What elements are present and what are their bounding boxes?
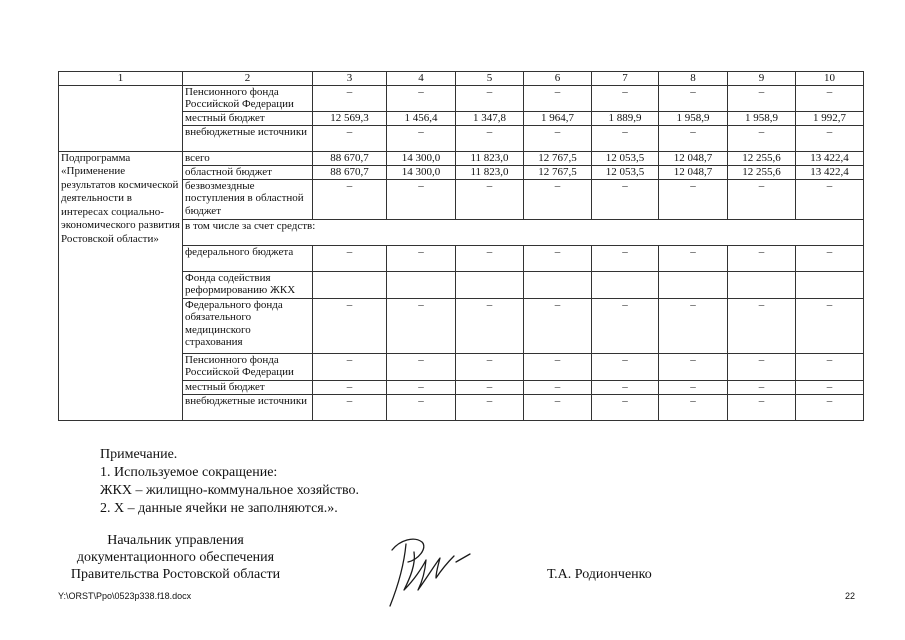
signatory-title-line-1: Начальник управления [107,533,244,548]
value-cell: 12 767,5 [524,165,592,179]
value-cell: – [796,353,864,380]
header-cell: 2 [183,72,313,86]
value-cell: – [592,125,659,151]
value-cell: – [659,125,728,151]
notes-block [100,446,359,518]
table-row [59,151,864,165]
value-cell: – [728,125,796,151]
value-cell: – [592,85,659,111]
value-cell: 12 255,6 [728,165,796,179]
budget-table [58,71,864,421]
value-cell: – [313,179,387,219]
value-cell: – [524,353,592,380]
value-cell: 88 670,7 [313,165,387,179]
value-cell: – [728,179,796,219]
row-label: всего [183,151,313,165]
value-cell: – [728,380,796,394]
notes-line-3: 2. Х – данные ячейки не заполняются.». [100,501,338,516]
notes-title: Примечание. [100,447,178,462]
value-cell: – [592,353,659,380]
notes-line-2: ЖКХ – жилищно-коммунальное хозяйство. [100,483,359,498]
value-cell [796,271,864,298]
header-cell: 3 [313,72,387,86]
value-cell: 14 300,0 [387,151,456,165]
value-cell [592,271,659,298]
value-cell: – [387,245,456,271]
header-cell: 7 [592,72,659,86]
value-cell [313,271,387,298]
value-cell: 1 456,4 [387,111,456,125]
subprogram-name: Подпрограмма «Применение результатов космической деятельности в интересах социально-экономического развития Ростовской области» [59,151,183,420]
value-cell: – [659,298,728,353]
value-cell: – [728,394,796,420]
value-cell: 1 964,7 [524,111,592,125]
value-cell: – [796,298,864,353]
value-cell: – [524,245,592,271]
value-cell: – [796,125,864,151]
value-cell: – [659,179,728,219]
row-label: Фонда содействия реформированию ЖКХ [183,271,313,298]
value-cell: – [387,380,456,394]
signatory-title-line-2: документационного обеспечения [76,550,275,565]
value-cell: – [456,353,524,380]
value-cell: – [728,245,796,271]
value-cell: 13 422,4 [796,151,864,165]
value-cell: 1 347,8 [456,111,524,125]
value-cell: – [796,245,864,271]
row-label: в том числе за счет средств: [183,219,864,245]
row-label: безвозмездные поступления в областной бюджет [183,179,313,219]
row-label: областной бюджет [183,165,313,179]
value-cell: – [659,353,728,380]
value-cell [728,271,796,298]
header-cell: 10 [796,72,864,86]
value-cell [387,271,456,298]
value-cell: – [592,298,659,353]
value-cell: – [659,380,728,394]
value-cell: – [456,394,524,420]
value-cell: 88 670,7 [313,151,387,165]
value-cell: – [728,353,796,380]
header-row [59,72,864,86]
value-cell: – [313,353,387,380]
value-cell: 12 767,5 [524,151,592,165]
row-label: внебюджетные источники [183,394,313,420]
value-cell: – [659,85,728,111]
value-cell: – [524,179,592,219]
value-cell: – [728,85,796,111]
row-label: Пенсионного фонда Российской Федерации [183,353,313,380]
header-cell: 5 [456,72,524,86]
value-cell: – [387,298,456,353]
value-cell: – [313,380,387,394]
value-cell: – [387,85,456,111]
value-cell: – [592,245,659,271]
blank-program-cell [59,85,183,151]
header-cell: 4 [387,72,456,86]
value-cell: – [659,394,728,420]
value-cell: – [456,85,524,111]
value-cell: – [796,394,864,420]
page-number: 22 [845,591,856,601]
header-cell: 8 [659,72,728,86]
value-cell: – [456,179,524,219]
header-cell: 9 [728,72,796,86]
value-cell: – [524,298,592,353]
value-cell: – [456,245,524,271]
row-label: Федерального фонда обязательного медицинского страхования [183,298,313,353]
value-cell: – [313,298,387,353]
value-cell: 1 889,9 [592,111,659,125]
value-cell: – [524,394,592,420]
value-cell: – [592,394,659,420]
value-cell: – [387,394,456,420]
value-cell: – [592,179,659,219]
value-cell: – [313,85,387,111]
header-cell: 1 [59,72,183,86]
signatory-name: Т.А. Родионченко [547,567,652,582]
row-label: федерального бюджета [183,245,313,271]
value-cell: 1 992,7 [796,111,864,125]
value-cell: – [796,85,864,111]
table-row [59,85,864,111]
value-cell: – [456,380,524,394]
value-cell: – [313,125,387,151]
value-cell: 12 053,5 [592,165,659,179]
header-cell: 6 [524,72,592,86]
value-cell: 14 300,0 [387,165,456,179]
value-cell: 12 048,7 [659,151,728,165]
row-label: местный бюджет [183,380,313,394]
value-cell: – [313,245,387,271]
row-label: местный бюджет [183,111,313,125]
value-cell: 12 053,5 [592,151,659,165]
value-cell: – [456,298,524,353]
value-cell: – [524,380,592,394]
value-cell: 11 823,0 [456,151,524,165]
value-cell [524,271,592,298]
value-cell: 1 958,9 [659,111,728,125]
file-path: Y:\ORST\Ppo\0523p338.f18.docx [58,591,192,601]
value-cell: – [313,394,387,420]
value-cell: – [456,125,524,151]
signatory-title-line-3: Правительства Ростовской области [70,567,281,582]
value-cell: – [524,125,592,151]
value-cell: – [728,298,796,353]
value-cell: 12 255,6 [728,151,796,165]
value-cell: – [796,380,864,394]
value-cell: 13 422,4 [796,165,864,179]
value-cell [456,271,524,298]
row-label: Пенсионного фонда Российской Федерации [183,85,313,111]
value-cell: 11 823,0 [456,165,524,179]
value-cell: – [387,179,456,219]
row-label: внебюджетные источники [183,125,313,151]
value-cell: 12 048,7 [659,165,728,179]
notes-line-1: 1. Используемое сокращение: [100,465,278,480]
value-cell: – [796,179,864,219]
signatory-title [58,532,293,583]
handwritten-signature [370,520,490,610]
value-cell: – [387,353,456,380]
value-cell: – [592,380,659,394]
value-cell: 1 958,9 [728,111,796,125]
value-cell: – [659,245,728,271]
value-cell: – [524,85,592,111]
value-cell [659,271,728,298]
value-cell: 12 569,3 [313,111,387,125]
value-cell: – [387,125,456,151]
